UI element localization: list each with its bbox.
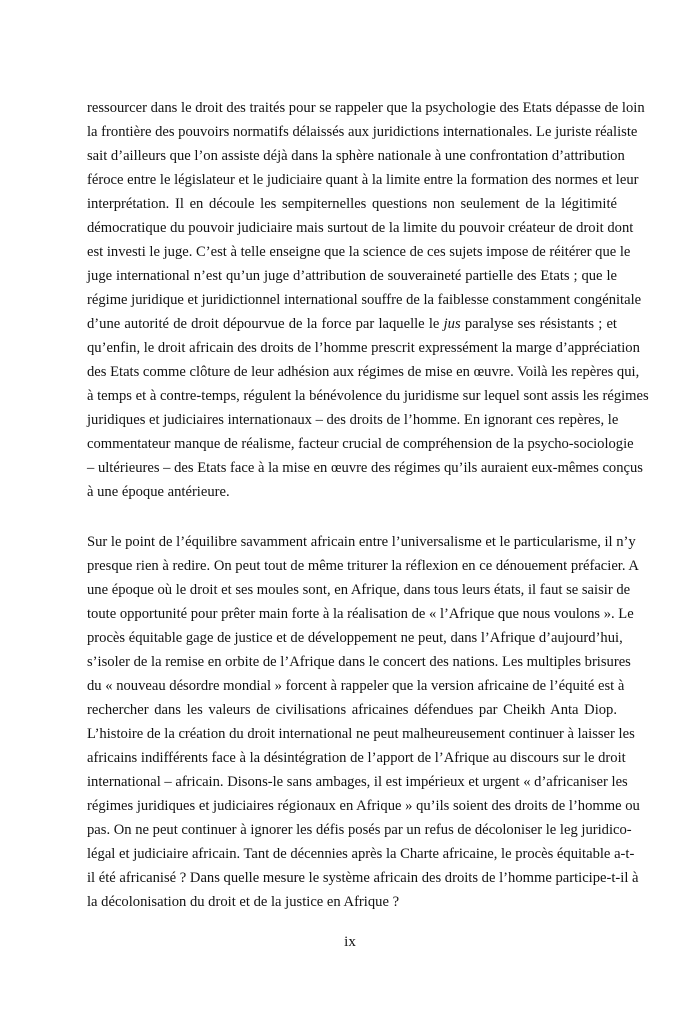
- text-line: la décolonisation du droit et de la justice en Afrique ?: [87, 894, 400, 910]
- text-line: juridiques et judiciaires internationaux – des droits de l’homme. En ignorant ces repères, le: [87, 412, 619, 428]
- text-line: est investi le juge. C’est à telle enseigne que la science de ces sujets impose de réitérer que le: [87, 244, 631, 260]
- text-line: Sur le point de l’équilibre savamment africain entre l’universalisme et le particularisme, il n’y: [87, 534, 636, 550]
- paragraph-1: [87, 96, 649, 504]
- text-line: presque rien à redire. On peut tout de même triturer la réflexion en ce dénouement préfacier. A: [87, 558, 639, 574]
- text-line: – ultérieures – des Etats face à la mise en œuvre des régimes qu’ils auraient eux-mêmes conçus: [87, 460, 643, 476]
- text-line: régime juridique et juridictionnel international souffre de la faiblesse constamment congénitale: [87, 292, 642, 308]
- text-line: des Etats comme clôture de leur adhésion aux régimes de mise en œuvre. Voilà les repères qui,: [87, 364, 640, 380]
- text-line: à une époque antérieure.: [87, 484, 230, 500]
- text-line: africains indifférents face à la désintégration de l’apport de l’Afrique au discours sur le droit: [87, 750, 626, 766]
- paragraph-2: [87, 530, 640, 914]
- text-line: qu’enfin, le droit africain des droits de l’homme prescrit expressément la marge d’appréciation: [87, 340, 640, 356]
- text-segment: d’une autorité de droit dépourvue de la force par laquelle le: [87, 316, 444, 332]
- text-line: à temps et à contre-temps, régulent la bénévolence du juridisme sur lequel sont assis les régimes: [87, 388, 649, 404]
- page-number: ix: [344, 934, 356, 950]
- text-segment: paralyse ses résistants ; et: [460, 316, 617, 332]
- italic-term-jus: jus: [443, 316, 461, 332]
- text-line-with-italic: [87, 312, 617, 336]
- text-line: toute opportunité pour prêter main forte à la réalisation de « l’Afrique que nous voulons ». Le: [87, 606, 634, 622]
- text-line: une époque où le droit et ses moules sont, en Afrique, dans tous leurs états, il faut se saisir de: [87, 582, 631, 598]
- text-line: L’histoire de la création du droit international ne peut malheureusement continuer à laisser les: [87, 726, 635, 742]
- text-line: commentateur manque de réalisme, facteur crucial de compréhension de la psycho-sociologie: [87, 436, 634, 452]
- text-line: sait d’ailleurs que l’on assiste déjà dans la sphère nationale à une confrontation d’attribution: [87, 148, 625, 164]
- text-line: pas. On ne peut continuer à ignorer les défis posés par un refus de décoloniser le leg juridico-: [87, 822, 632, 838]
- text-line: s’isoler de la remise en orbite de l’Afrique dans le concert des nations. Les multiples brisures: [87, 654, 631, 670]
- text-line: juge international n’est qu’un juge d’attribution de souveraineté partielle des Etats ; que le: [87, 268, 617, 284]
- text-line: procès équitable gage de justice et de développement ne peut, dans l’Afrique d’aujourd’hui,: [87, 630, 623, 646]
- text-line: du « nouveau désordre mondial » forcent à rappeler que la version africaine de l’équité est à: [87, 678, 625, 694]
- text-line: régimes juridiques et judiciaires régionaux en Afrique » qu’ils soient des droits de l’homme ou: [87, 798, 640, 814]
- text-line: féroce entre le législateur et le judiciaire quant à la limite entre la formation des normes et leur: [87, 172, 639, 188]
- text-line: ressourcer dans le droit des traités pour se rappeler que la psychologie des Etats dépasse de loin: [87, 100, 645, 116]
- text-line: interprétation. Il en découle les sempiternelles questions non seulement de la légitimité: [87, 196, 617, 212]
- text-line: rechercher dans les valeurs de civilisations africaines défendues par Cheikh Anta Diop.: [87, 702, 617, 718]
- text-line: il été africanisé ? Dans quelle mesure le système africain des droits de l’homme participe-t-il à: [87, 870, 639, 886]
- text-line: légal et judiciaire africain. Tant de décennies après la Charte africaine, le procès équitable a-t-: [87, 846, 635, 862]
- text-line: la frontière des pouvoirs normatifs délaissés aux juridictions internationales. Le juriste réaliste: [87, 124, 638, 140]
- text-line: international – africain. Disons-le sans ambages, il est impérieux et urgent « d’africaniser les: [87, 774, 628, 790]
- text-line: démocratique du pouvoir judiciaire mais surtout de la limite du pouvoir créateur de droit dont: [87, 220, 634, 236]
